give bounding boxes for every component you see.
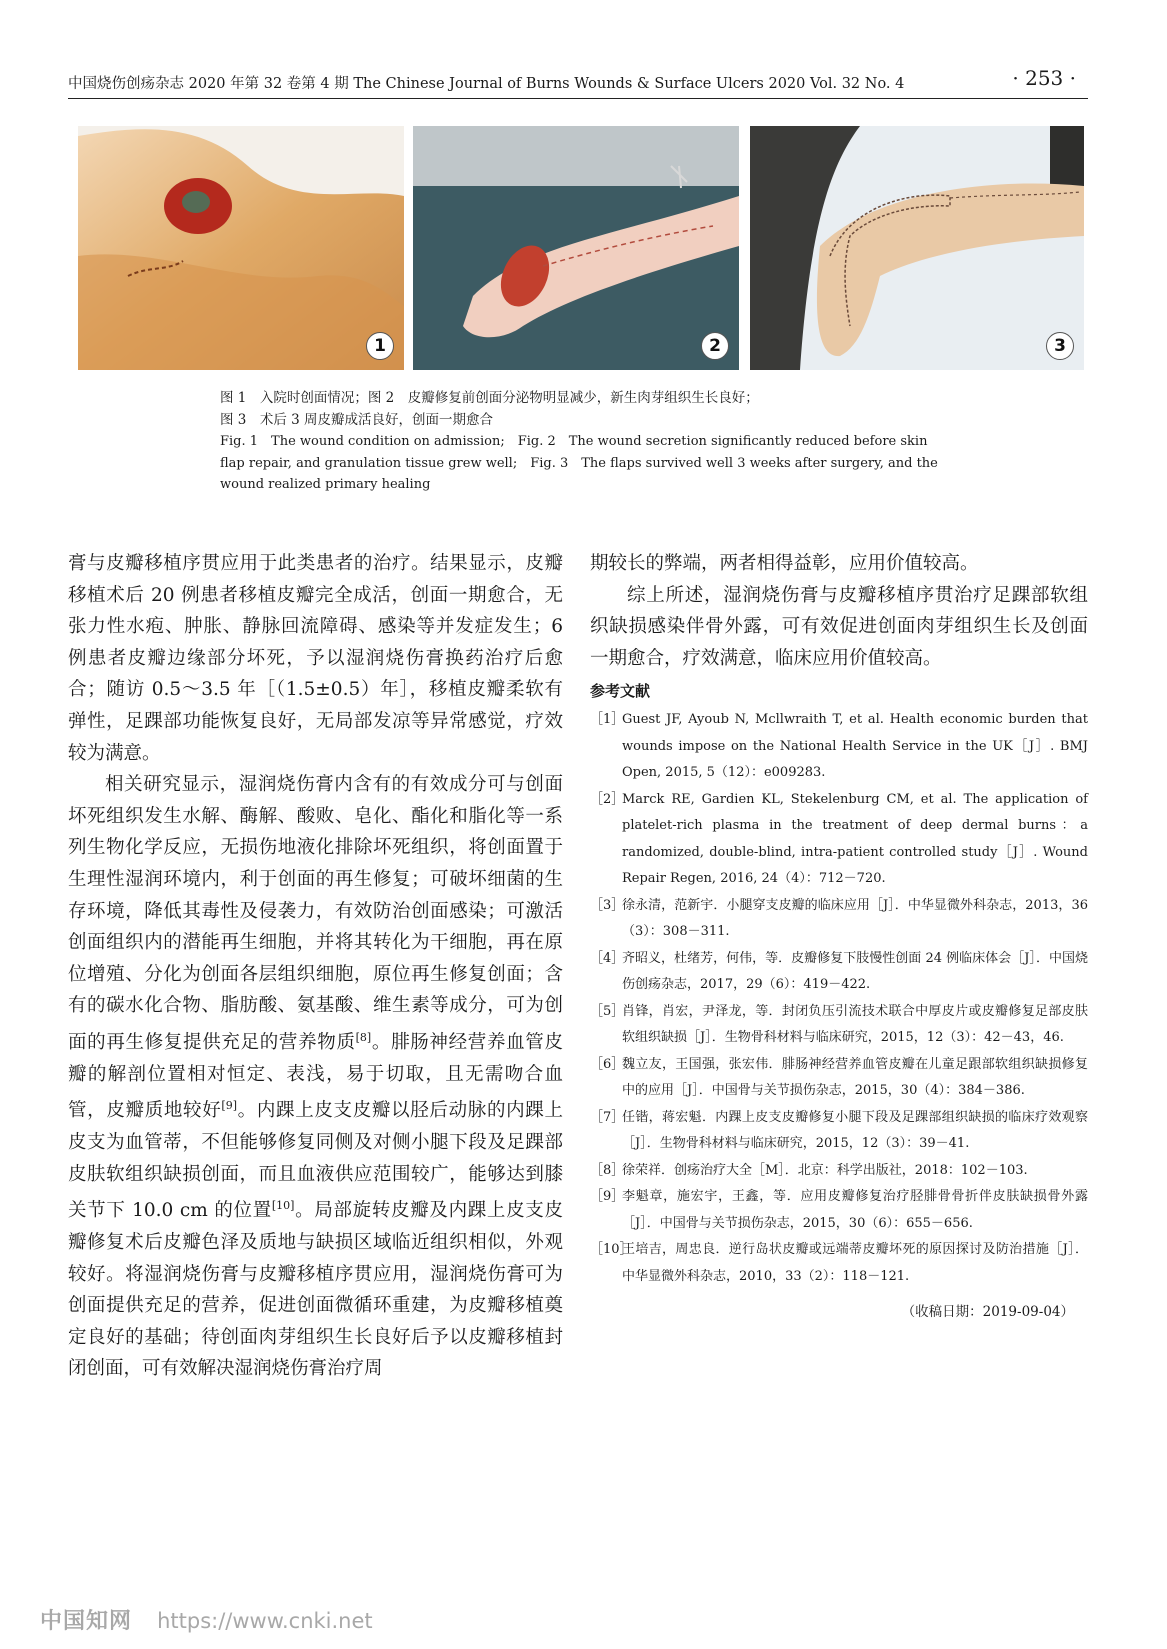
reference-text: 魏立友，王国强，张宏伟．腓肠神经营养血管皮瓣在儿童足跟部软组织缺损修复中的应用［J］．中国骨与关节损伤杂志，2015，30（4）：384－386.: [622, 1056, 1088, 1099]
figure-label: 2: [701, 332, 729, 360]
cnki-watermark: [40, 1604, 373, 1635]
caption-cn-line1: 图 1 入院时创面情况；图 2 皮瓣修复前创面分泌物明显减少，新生肉芽组织生长良好；: [220, 390, 759, 406]
reference-number: ［6］: [590, 1056, 625, 1072]
paragraph-text: 。腓肠神经营养血管皮瓣的解剖位置相对恒定、表浅，易于切取，且无需吻合血管，皮瓣质地较好: [68, 1032, 563, 1122]
running-header: [68, 64, 1088, 99]
reference-text: Guest JF, Ayoub N, Mcllwraith T, et al. Health economic burden that wounds impose on the National Health Service in the UK［J］. BMJ Open, 2015, 5（12）：e009283.: [622, 712, 1088, 781]
paragraph-text: 。内踝上皮支皮瓣以胫后动脉的内踝上皮支为血管蒂，不但能够修复同侧及对侧小腿下段及足踝部皮肤软组织缺损创面，而且血液供应范围较广，能够达到膝关节下 10.0 cm 的位置: [68, 1100, 563, 1222]
citation-10[interactable]: [10]: [271, 1199, 295, 1213]
references-heading: 参考文献: [590, 682, 651, 701]
granulation-wound-photo: [413, 126, 739, 370]
reference-number: ［9］: [590, 1189, 625, 1205]
conclusion-paragraph: 综上所述，湿润烧伤膏与皮瓣移植序贯治疗足踝部软组织缺损感染伴骨外露，可有效促进创面肉芽组织生长及创面一期愈合，疗效满意，临床应用价值较高。: [590, 584, 1088, 669]
reference-text: 徐永清，范新宇．小腿穿支皮瓣的临床应用［J］．中华显微外科杂志，2013，36（3）：308－311.: [622, 897, 1088, 940]
reference-text: 任锴，蒋宏魁．内踝上皮支皮瓣修复小腿下段及足踝部组织缺损的临床疗效观察［J］．生物骨科材料与临床研究，2015，12（3）：39－41.: [622, 1109, 1088, 1152]
reference-text: 肖锋，肖宏，尹泽龙，等．封闭负压引流技术联合中厚皮片或皮瓣修复足部皮肤软组织缺损［J］．生物骨科材料与临床研究，2015，12（3）：42－43，46.: [622, 1003, 1088, 1046]
paragraph-text: 。局部旋转皮瓣及内踝上皮支皮瓣修复术后皮瓣色泽及质地与缺损区域临近组织相似，外观较好。将湿润烧伤膏与皮瓣移植序贯应用，湿润烧伤膏可为创面提供充足的营养，促进创面微循环重建，为皮瓣移植奠定良好的基础；待创面肉芽组织生长良好后予以皮瓣移植封闭创面，可有效解决湿润烧伤膏治疗周: [68, 1200, 563, 1380]
reference-item: [590, 787, 1088, 893]
reference-number: ［10］: [590, 1242, 633, 1258]
reference-item: [590, 893, 1088, 946]
citation-9[interactable]: [9]: [221, 1099, 237, 1113]
figure-panel: [78, 126, 1088, 376]
reference-number: ［2］: [590, 791, 625, 807]
reference-text: 李魁章，施宏宇，王鑫，等．应用皮瓣修复治疗胫腓骨骨折伴皮肤缺损骨外露［J］．中国骨与关节损伤杂志，2015，30（6）：655－656.: [622, 1189, 1088, 1231]
healed-flap-photo: [750, 126, 1084, 370]
reference-number: ［3］: [590, 897, 625, 913]
figure-label: 3: [1046, 332, 1074, 360]
caption-cn-line2: 图 3 术后 3 周皮瓣成活良好，创面一期愈合: [220, 411, 494, 428]
page-number: · 253 ·: [1012, 66, 1076, 90]
reference-number: ［7］: [590, 1109, 625, 1125]
reference-item: [590, 946, 1088, 999]
reference-list: [590, 707, 1088, 1290]
reference-number: ［5］: [590, 1003, 625, 1019]
reference-text: 王培吉，周忠良．逆行岛状皮瓣或远端蒂皮瓣坏死的原因探讨及防治措施［J］．中华显微外科杂志，2010，33（2）：118－121.: [622, 1242, 1088, 1284]
reference-text: 齐昭义，杜绪芳，何伟，等．皮瓣修复下肢慢性创面 24 例临床体会［J］．中国烧伤创疡杂志，2017，29（6）：419－422.: [622, 950, 1088, 993]
journal-title: 中国烧伤创疡杂志 2020 年第 32 卷第 4 期 The Chinese Journal of Burns Wounds & Surface Ulcers 2020 Vol. 32 No. 4: [68, 76, 905, 92]
body-paragraph: [68, 769, 563, 1385]
watermark-brand: 中国知网: [40, 1609, 133, 1634]
reference-item: [590, 1237, 1088, 1290]
body-paragraph: 期较长的弊端，两者相得益彰，应用价值较高。: [590, 553, 979, 574]
reference-text: 徐荣祥．创疡治疗大全［M］．北京：科学出版社，2018：102－103.: [622, 1162, 1028, 1178]
figure-label: 1: [366, 332, 394, 360]
figure-caption: [220, 388, 940, 496]
citation-8[interactable]: [8]: [355, 1030, 372, 1044]
left-column: [68, 548, 563, 1385]
paragraph-text: 相关研究显示，湿润烧伤膏内含有的有效成分可与创面坏死组织发生水解、酶解、酸败、皂化、酯化和脂化等一系列生物化学反应，无损伤地液化排除坏死组织，将创面置于生理性湿润环境内，利于创面的再生修复；可破坏细菌的生存环境，降低其毒性及侵袭力，有效防治创面感染；可激活创面组织内的潜能再生细胞，并将其转化为干细胞，再在原位增殖、分化为创面各层组织细胞，原位再生修复创面；含有的碳水化合物、脂肪酸、氨基酸、维生素等成分，可为创面的再生修复提供充足的营养物质: [68, 774, 563, 1054]
received-date: （收稿日期：2019-09-04）: [901, 1304, 1074, 1321]
reference-number: ［1］: [590, 712, 625, 728]
reference-item: [590, 1052, 1088, 1105]
reference-item: [590, 707, 1088, 787]
reference-text: Marck RE, Gardien KL, Stekelenburg CM, et al. The application of platelet-rich plasma in the treatment of deep dermal burns：a randomized, double-blind, intra-patient controlled study［J］. Wound Repair Regen, 2016, 24（4）：712－720.: [622, 791, 1088, 887]
reference-item: [590, 1158, 1088, 1185]
wound-ankle-photo: [78, 126, 404, 370]
body-paragraph: 膏与皮瓣移植序贯应用于此类患者的治疗。结果显示，皮瓣移植术后 20 例患者移植皮瓣完全成活，创面一期愈合，无张力性水疱、肿胀、静脉回流障碍、感染等并发症发生；6 例患者皮瓣边缘部分坏死，予以湿润烧伤膏换药治疗后愈合；随访 0.5～3.5 年［（1.5±0.5）年］，移植皮瓣柔软有弹性，足踝部功能恢复良好，无局部发凉等异常感觉，疗效较为满意。: [68, 553, 563, 764]
reference-number: ［4］: [590, 950, 625, 966]
right-column: [590, 548, 1088, 1320]
reference-item: [590, 1105, 1088, 1158]
watermark-url[interactable]: https://www.cnki.net: [157, 1609, 373, 1633]
reference-number: ［8］: [590, 1162, 625, 1178]
reference-item: [590, 999, 1088, 1052]
reference-item: [590, 1184, 1088, 1237]
caption-en: Fig. 1 The wound condition on admission; Fig. 2 The wound secretion significantly reduced before skin flap repair, and granulation tissue grew well; Fig. 3 The flaps survived well 3 weeks after surgery, and the wound realized primary healing: [220, 434, 938, 492]
